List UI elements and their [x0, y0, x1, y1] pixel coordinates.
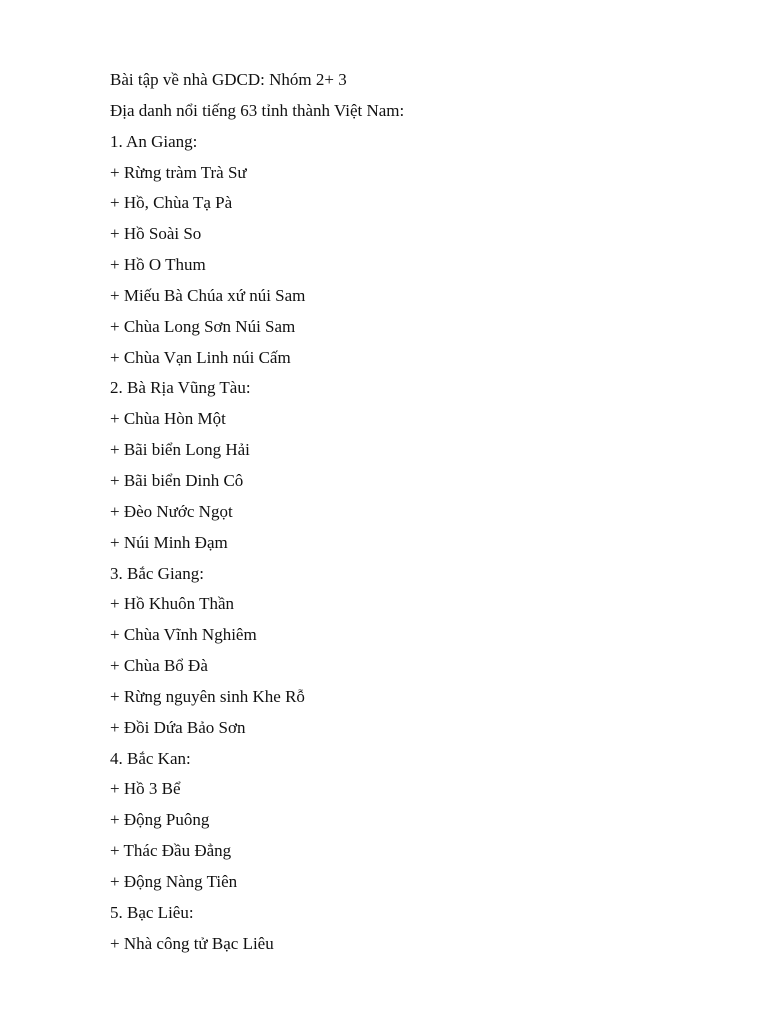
document-body — [110, 65, 710, 959]
list-item: + Đèo Nước Ngọt — [110, 501, 233, 521]
list-item: + Thác Đầu Đẳng — [110, 841, 232, 861]
list-item: + Chùa Vĩnh Nghiêm — [110, 625, 257, 645]
list-item: + Bãi biển Long Hải — [110, 440, 250, 460]
list-item: + Nhà công tử Bạc Liêu — [110, 933, 274, 953]
list-item: + Chùa Vạn Linh núi Cấm — [110, 347, 291, 367]
list-item: + Chùa Bổ Đà — [110, 656, 208, 676]
list-item: + Chùa Long Sơn Núi Sam — [110, 316, 296, 336]
list-item: + Động Puông — [110, 810, 210, 830]
list-item: + Rừng nguyên sinh Khe Rỗ — [110, 686, 305, 706]
list-item: + Bãi biển Dinh Cô — [110, 470, 244, 490]
list-item: + Núi Minh Đạm — [110, 532, 228, 552]
assignment-title: Bài tập về nhà GDCD: Nhóm 2+ 3 — [110, 70, 347, 89]
list-item: + Hồ O Thum — [110, 255, 206, 275]
section-heading-an-giang: 1. An Giang: — [110, 131, 198, 151]
list-item: + Hồ 3 Bể — [110, 779, 181, 799]
section-heading-bac-lieu: 5. Bạc Liêu: — [110, 902, 194, 922]
list-item: + Hồ, Chùa Tạ Pà — [110, 193, 233, 213]
list-item: + Miếu Bà Chúa xứ núi Sam — [110, 285, 306, 305]
section-heading-ba-ria-vung-tau: 2. Bà Rịa Vũng Tàu: — [110, 378, 251, 398]
document-heading: Địa danh nổi tiếng 63 tỉnh thành Việt Nam: — [110, 100, 405, 120]
list-item: + Động Nàng Tiên — [110, 871, 238, 891]
list-item: + Hồ Soài So — [110, 224, 202, 244]
list-item: + Đồi Dứa Bảo Sơn — [110, 717, 246, 737]
list-item: + Hồ Khuôn Thần — [110, 594, 235, 614]
section-heading-bac-giang: 3. Bắc Giang: — [110, 563, 204, 583]
list-item: + Chùa Hòn Một — [110, 409, 226, 429]
section-heading-bac-kan: 4. Bắc Kan: — [110, 748, 191, 768]
list-item: + Rừng tràm Trà Sư — [110, 162, 247, 182]
